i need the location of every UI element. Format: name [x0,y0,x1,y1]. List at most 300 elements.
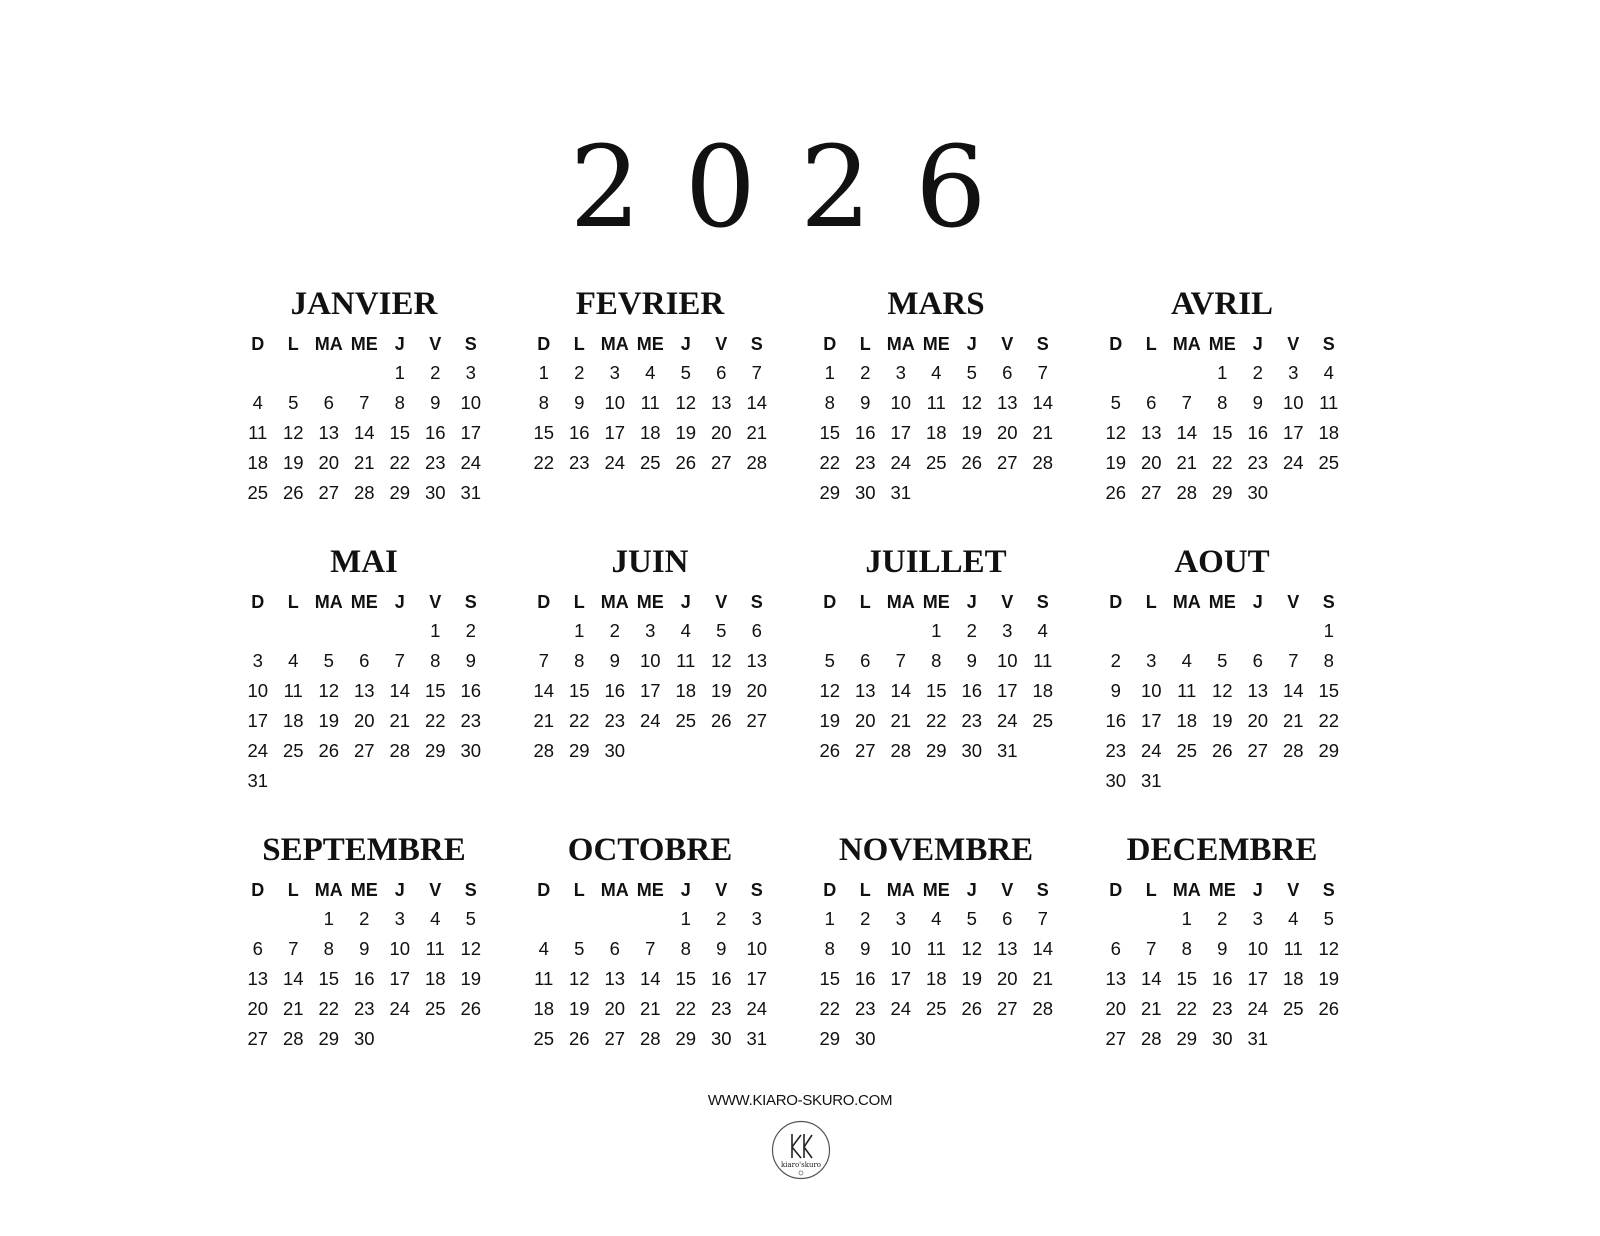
day-cell: 22 [568,710,590,731]
weekday-label: ME [350,592,378,612]
day-cell: 9 [860,938,871,959]
day-cell: 21 [639,998,661,1019]
day-cell: 7 [645,938,656,959]
month-name: JUIN [611,544,689,580]
day-cell: 24 [639,710,661,731]
day-cell: 5 [574,938,585,959]
weekday-label: L [1145,592,1157,612]
day-cell: 16 [1211,968,1233,989]
day-cell: 23 [710,998,732,1019]
weekday-label: V [715,880,728,900]
day-cell: 28 [1032,452,1054,473]
day-cell: 25 [533,1028,555,1049]
day-cell: 15 [424,680,446,701]
day-cell: 12 [1105,422,1127,443]
weekday-label: S [464,334,477,354]
day-cell: 10 [639,650,661,671]
day-cell: 19 [1318,968,1340,989]
day-cell: 2 [1110,650,1121,671]
day-cell: 18 [1032,680,1054,701]
day-cell: 19 [710,680,732,701]
website-url: WWW.KIARO-SKURO.COM [707,1092,893,1109]
empty-cell [240,616,276,646]
weekday-label: J [394,334,405,354]
day-cell: 1 [824,908,835,929]
day-cell: 14 [282,968,304,989]
day-cell: 21 [1140,998,1162,1019]
day-cell: 22 [819,452,841,473]
weekday-label: MA [886,880,915,900]
day-cell: 13 [1105,968,1127,989]
day-cell: 22 [424,710,446,731]
day-cell: 19 [819,710,841,731]
weekday-label: MA [886,334,915,354]
day-cell: 24 [890,998,912,1019]
day-cell: 29 [424,740,446,761]
day-cell: 27 [353,740,375,761]
weekday-label: V [1001,592,1014,612]
day-cell: 17 [389,968,411,989]
weekday-label: ME [1208,334,1236,354]
weekday-label: MA [314,592,343,612]
weekday-label: J [966,592,977,612]
month-fevrier [522,286,808,544]
months-grid [236,286,1380,1072]
day-cell: 28 [282,1028,304,1049]
day-cell: 10 [746,938,768,959]
day-cell: 4 [252,392,263,413]
day-cell: 31 [1140,770,1162,791]
empty-cell [562,904,598,934]
day-cell: 24 [604,452,626,473]
day-cell: 7 [394,650,405,671]
day-cell: 21 [1282,710,1304,731]
weekday-header [1098,876,1380,904]
month-name: MAI [330,544,398,580]
weekday-label: S [1322,334,1335,354]
day-cell: 22 [1176,998,1198,1019]
day-cell: 17 [746,968,768,989]
weekday-label: S [750,592,763,612]
month-name: JANVIER [290,286,438,322]
day-cell: 8 [1217,392,1228,413]
day-cell: 12 [318,680,340,701]
weekday-label: V [429,592,442,612]
day-cell: 21 [1176,452,1198,473]
day-cell: 10 [1247,938,1269,959]
day-grid [1098,904,1380,1054]
day-cell: 3 [1252,908,1263,929]
day-cell: 8 [1323,650,1334,671]
day-cell: 17 [1247,968,1269,989]
day-cell: 6 [609,938,620,959]
day-cell: 16 [424,422,446,443]
day-cell: 11 [1283,938,1303,959]
day-cell: 14 [389,680,411,701]
weekday-label: D [1109,334,1123,354]
brand-logo-icon [771,1120,831,1180]
day-cell: 10 [247,680,269,701]
day-cell: 27 [1105,1028,1127,1049]
day-cell: 3 [895,362,906,383]
day-cell: 31 [1247,1028,1269,1049]
day-cell: 18 [925,422,947,443]
day-cell: 15 [1211,422,1233,443]
day-cell: 14 [533,680,555,701]
day-cell: 18 [925,968,947,989]
day-cell: 27 [318,482,340,503]
day-cell: 9 [359,938,370,959]
day-cell: 6 [860,650,871,671]
day-cell: 4 [645,362,656,383]
day-cell: 25 [639,452,661,473]
day-cell: 7 [1146,938,1157,959]
weekday-label: V [1001,334,1014,354]
day-cell: 23 [854,998,876,1019]
day-grid [526,616,808,766]
day-cell: 5 [465,908,476,929]
day-cell: 20 [746,680,768,701]
day-cell: 4 [430,908,441,929]
day-cell: 2 [430,362,441,383]
day-cell: 6 [359,650,370,671]
day-cell: 31 [746,1028,768,1049]
weekday-label: L [287,334,299,354]
day-cell: 20 [996,968,1018,989]
day-cell: 5 [680,362,691,383]
day-cell: 21 [746,422,768,443]
day-cell: 4 [1288,908,1299,929]
day-cell: 17 [890,968,912,989]
day-cell: 17 [460,422,482,443]
day-cell: 2 [716,908,727,929]
month-name: NOVEMBRE [838,832,1034,868]
day-cell: 21 [353,452,375,473]
day-cell: 15 [925,680,947,701]
day-cell: 17 [1140,710,1162,731]
weekday-label: ME [636,592,664,612]
weekday-label: L [859,880,871,900]
empty-cell [276,358,312,388]
empty-cell [1276,616,1312,646]
weekday-label: ME [350,880,378,900]
day-cell: 23 [1211,998,1233,1019]
day-cell: 22 [389,452,411,473]
day-cell: 29 [675,1028,697,1049]
day-cell: 8 [574,650,585,671]
day-cell: 10 [389,938,411,959]
day-cell: 3 [609,362,620,383]
day-cell: 2 [609,620,620,641]
weekday-label: MA [314,334,343,354]
day-cell: 3 [645,620,656,641]
day-cell: 9 [1252,392,1263,413]
day-cell: 3 [895,908,906,929]
weekday-label: S [750,334,763,354]
day-cell: 29 [568,740,590,761]
day-cell: 13 [318,422,340,443]
day-cell: 15 [568,680,590,701]
day-cell: 13 [854,680,876,701]
day-cell: 20 [710,422,732,443]
day-cell: 19 [568,998,590,1019]
day-cell: 24 [996,710,1018,731]
day-cell: 22 [925,710,947,731]
day-cell: 16 [604,680,626,701]
month-name: MARS [887,286,985,322]
day-cell: 29 [1176,1028,1198,1049]
day-cell: 14 [1176,422,1198,443]
day-cell: 11 [926,938,946,959]
day-cell: 15 [819,968,841,989]
weekday-label: S [1036,334,1049,354]
day-cell: 13 [353,680,375,701]
month-janvier [236,286,522,544]
day-cell: 18 [1318,422,1340,443]
day-cell: 2 [1252,362,1263,383]
weekday-label: S [750,880,763,900]
empty-cell [812,616,848,646]
day-cell: 7 [359,392,370,413]
day-cell: 15 [1176,968,1198,989]
weekday-header [812,876,1094,904]
day-cell: 31 [890,482,912,503]
empty-cell [848,616,884,646]
day-cell: 10 [1140,680,1162,701]
month-aout [1094,544,1380,832]
day-cell: 19 [961,422,983,443]
day-cell: 14 [639,968,661,989]
month-name: OCTOBRE [567,832,733,868]
weekday-label: V [1287,880,1300,900]
day-cell: 26 [1105,482,1127,503]
empty-cell [526,616,562,646]
day-cell: 2 [860,908,871,929]
day-cell: 25 [1176,740,1198,761]
day-cell: 6 [1252,650,1263,671]
weekday-label: MA [600,880,629,900]
day-cell: 29 [389,482,411,503]
day-cell: 20 [247,998,269,1019]
day-cell: 15 [533,422,555,443]
day-cell: 2 [465,620,476,641]
day-cell: 30 [1105,770,1127,791]
day-cell: 1 [323,908,334,929]
empty-cell [311,616,347,646]
weekday-label: D [1109,880,1123,900]
day-cell: 19 [282,452,304,473]
weekday-label: J [394,880,405,900]
day-cell: 18 [282,710,304,731]
day-cell: 9 [430,392,441,413]
day-cell: 17 [639,680,661,701]
day-cell: 18 [247,452,269,473]
day-cell: 9 [1217,938,1228,959]
day-cell: 27 [746,710,768,731]
day-cell: 20 [604,998,626,1019]
day-cell: 28 [1140,1028,1162,1049]
day-cell: 28 [639,1028,661,1049]
weekday-label: ME [636,880,664,900]
day-cell: 7 [895,650,906,671]
day-cell: 27 [710,452,732,473]
day-cell: 19 [460,968,482,989]
weekday-label: ME [922,334,950,354]
day-cell: 28 [353,482,375,503]
day-cell: 12 [460,938,482,959]
day-cell: 11 [926,392,946,413]
day-cell: 12 [568,968,590,989]
weekday-label: L [287,880,299,900]
day-cell: 8 [680,938,691,959]
day-cell: 9 [966,650,977,671]
day-cell: 24 [460,452,482,473]
empty-cell [347,358,383,388]
day-cell: 3 [751,908,762,929]
day-cell: 1 [394,362,405,383]
weekday-label: ME [1208,880,1236,900]
day-cell: 17 [247,710,269,731]
day-cell: 12 [1211,680,1233,701]
weekday-label: D [1109,592,1123,612]
month-name: SEPTEMBRE [262,832,466,868]
weekday-label: MA [1172,880,1201,900]
empty-cell [1134,358,1170,388]
month-octobre [522,832,808,1072]
month-name: AVRIL [1170,286,1274,322]
day-cell: 15 [318,968,340,989]
day-cell: 28 [533,740,555,761]
day-cell: 13 [996,392,1018,413]
weekday-label: S [1036,880,1049,900]
day-cell: 16 [854,968,876,989]
empty-cell [883,616,919,646]
day-cell: 13 [996,938,1018,959]
day-cell: 26 [1318,998,1340,1019]
day-cell: 19 [318,710,340,731]
day-cell: 30 [1211,1028,1233,1049]
day-cell: 7 [1037,908,1048,929]
weekday-label: D [537,880,551,900]
day-cell: 21 [282,998,304,1019]
day-cell: 22 [1211,452,1233,473]
day-cell: 20 [353,710,375,731]
day-cell: 11 [640,392,660,413]
day-cell: 14 [1032,938,1054,959]
day-cell: 9 [860,392,871,413]
day-cell: 10 [604,392,626,413]
empty-cell [382,616,418,646]
day-cell: 2 [1217,908,1228,929]
weekday-label: V [429,880,442,900]
day-cell: 30 [961,740,983,761]
empty-cell [240,358,276,388]
empty-cell [1205,616,1241,646]
day-cell: 22 [819,998,841,1019]
weekday-label: J [966,334,977,354]
day-cell: 15 [389,422,411,443]
day-cell: 13 [1247,680,1269,701]
day-cell: 25 [424,998,446,1019]
day-cell: 16 [1247,422,1269,443]
day-cell: 17 [890,422,912,443]
day-cell: 1 [1217,362,1228,383]
day-cell: 3 [252,650,263,671]
weekday-label: D [537,334,551,354]
day-cell: 4 [288,650,299,671]
day-cell: 30 [854,482,876,503]
weekday-label: S [1322,592,1335,612]
day-cell: 10 [1282,392,1304,413]
day-cell: 4 [1181,650,1192,671]
day-cell: 8 [824,938,835,959]
month-mai [236,544,522,832]
day-cell: 26 [710,710,732,731]
day-cell: 20 [854,710,876,731]
day-cell: 16 [710,968,732,989]
day-cell: 8 [538,392,549,413]
weekday-header [1098,330,1380,358]
day-cell: 7 [1288,650,1299,671]
day-cell: 28 [890,740,912,761]
day-cell: 15 [819,422,841,443]
weekday-label: ME [922,592,950,612]
day-cell: 23 [604,710,626,731]
day-grid [240,616,522,796]
day-cell: 11 [1319,392,1339,413]
month-decembre [1094,832,1380,1072]
day-cell: 13 [247,968,269,989]
day-cell: 6 [1002,908,1013,929]
weekday-label: L [573,334,585,354]
day-cell: 23 [424,452,446,473]
day-cell: 3 [1288,362,1299,383]
day-cell: 27 [1247,740,1269,761]
day-cell: 1 [1323,620,1334,641]
weekday-header [812,330,1094,358]
day-cell: 4 [931,362,942,383]
day-cell: 3 [1146,650,1157,671]
day-cell: 20 [318,452,340,473]
day-cell: 11 [1033,650,1053,671]
day-cell: 14 [1032,392,1054,413]
weekday-label: J [680,334,691,354]
weekday-label: V [429,334,442,354]
weekday-label: J [1252,334,1263,354]
day-cell: 10 [890,392,912,413]
day-cell: 25 [925,998,947,1019]
weekday-label: ME [636,334,664,354]
empty-cell [276,616,312,646]
day-cell: 25 [1282,998,1304,1019]
day-cell: 8 [1181,938,1192,959]
day-cell: 5 [323,650,334,671]
weekday-label: L [1145,880,1157,900]
day-cell: 21 [1032,968,1054,989]
day-cell: 2 [359,908,370,929]
day-cell: 8 [430,650,441,671]
weekday-label: D [823,880,837,900]
day-cell: 8 [323,938,334,959]
weekday-label: MA [1172,334,1201,354]
day-cell: 28 [746,452,768,473]
day-cell: 14 [1282,680,1304,701]
day-cell: 19 [1211,710,1233,731]
day-cell: 26 [675,452,697,473]
day-cell: 9 [1110,680,1121,701]
day-cell: 6 [323,392,334,413]
weekday-label: J [966,880,977,900]
